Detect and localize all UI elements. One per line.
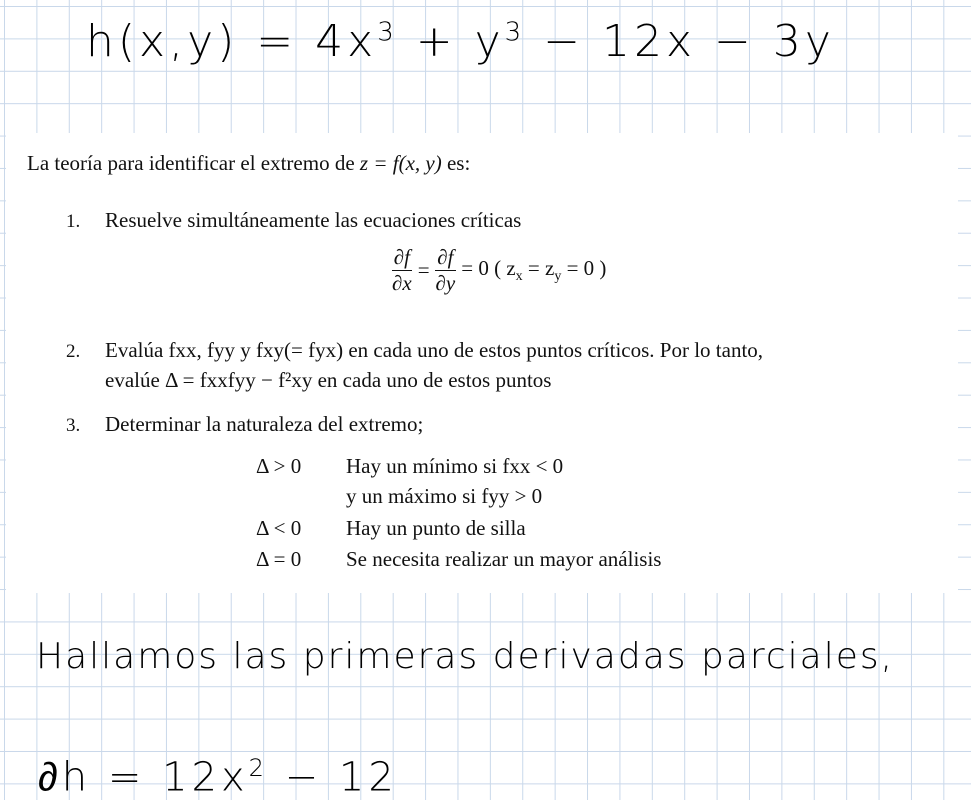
- step-2-number: 2.: [66, 341, 81, 362]
- intro-text-a: La teoría para identificar el extremo de: [27, 151, 360, 175]
- theory-panel: [6, 133, 958, 593]
- equation-tail: [461, 256, 606, 285]
- case-3-description: Hay un punto de silla: [346, 516, 526, 540]
- case-4-description: Se necesita realizar un mayor análisis: [346, 547, 662, 571]
- title-lhs: h(x,y) =: [86, 16, 298, 67]
- title-exp-1: 3: [377, 17, 398, 48]
- case-2-description: y un máximo si fyy > 0: [346, 484, 543, 508]
- fraction-2-numerator: ∂f: [437, 245, 454, 269]
- case-4-condition: Δ = 0: [256, 547, 302, 571]
- intro-formula: z = f(x, y): [359, 151, 442, 175]
- handwritten-note: Hallamos las primeras derivadas parciales,: [36, 636, 895, 677]
- step-2-line-2: evalúe Δ = fxxfyy − f²xy en cada uno de estos puntos: [105, 368, 552, 392]
- fraction-1-denominator: ∂x: [392, 271, 412, 295]
- bottom-term: = 12x: [107, 754, 249, 800]
- fraction-df-dy: [434, 245, 458, 296]
- step-1-text: Resuelve simultáneamente las ecuaciones críticas: [105, 208, 522, 232]
- title-term-b: + y: [415, 16, 505, 67]
- eq-tail-end: = 0 ): [561, 255, 607, 280]
- case-1-description: Hay un mínimo si fxx < 0: [346, 454, 564, 478]
- case-1-condition: Δ > 0: [256, 454, 302, 478]
- handwritten-partial-derivative: [38, 754, 398, 800]
- step-3-text: Determinar la naturaleza del extremo;: [105, 412, 424, 436]
- eq-tail-a: = 0 ( z: [461, 255, 516, 280]
- title-exp-2: 3: [504, 17, 526, 48]
- case-3-condition: Δ < 0: [256, 516, 302, 540]
- eq-tail-sub-y: y: [554, 269, 562, 285]
- theory-intro: [27, 151, 470, 176]
- bottom-const: − 12: [284, 754, 398, 800]
- equals-sign: =: [417, 258, 430, 282]
- handwritten-function-title: [86, 16, 835, 67]
- step-1-number: 1.: [66, 211, 81, 232]
- fraction-df-dx: [390, 245, 414, 296]
- title-term-a: 4x: [315, 16, 378, 67]
- eq-tail-sub-x: x: [515, 269, 523, 285]
- bottom-exp: 2: [248, 754, 268, 782]
- fraction-1-numerator: ∂f: [393, 245, 410, 269]
- bottom-partial: ∂h: [38, 754, 92, 800]
- eq-tail-mid: = z: [522, 255, 555, 280]
- step-3-number: 3.: [66, 415, 81, 436]
- intro-text-c: es:: [441, 151, 471, 175]
- critical-equations: [386, 245, 606, 296]
- fraction-2-denominator: ∂y: [435, 271, 456, 295]
- title-term-c: − 12x − 3y: [543, 16, 835, 67]
- step-2-line-1: Evalúa fxx, fyy y fxy(= fyx) en cada uno de estos puntos críticos. Por lo tanto,: [105, 338, 764, 362]
